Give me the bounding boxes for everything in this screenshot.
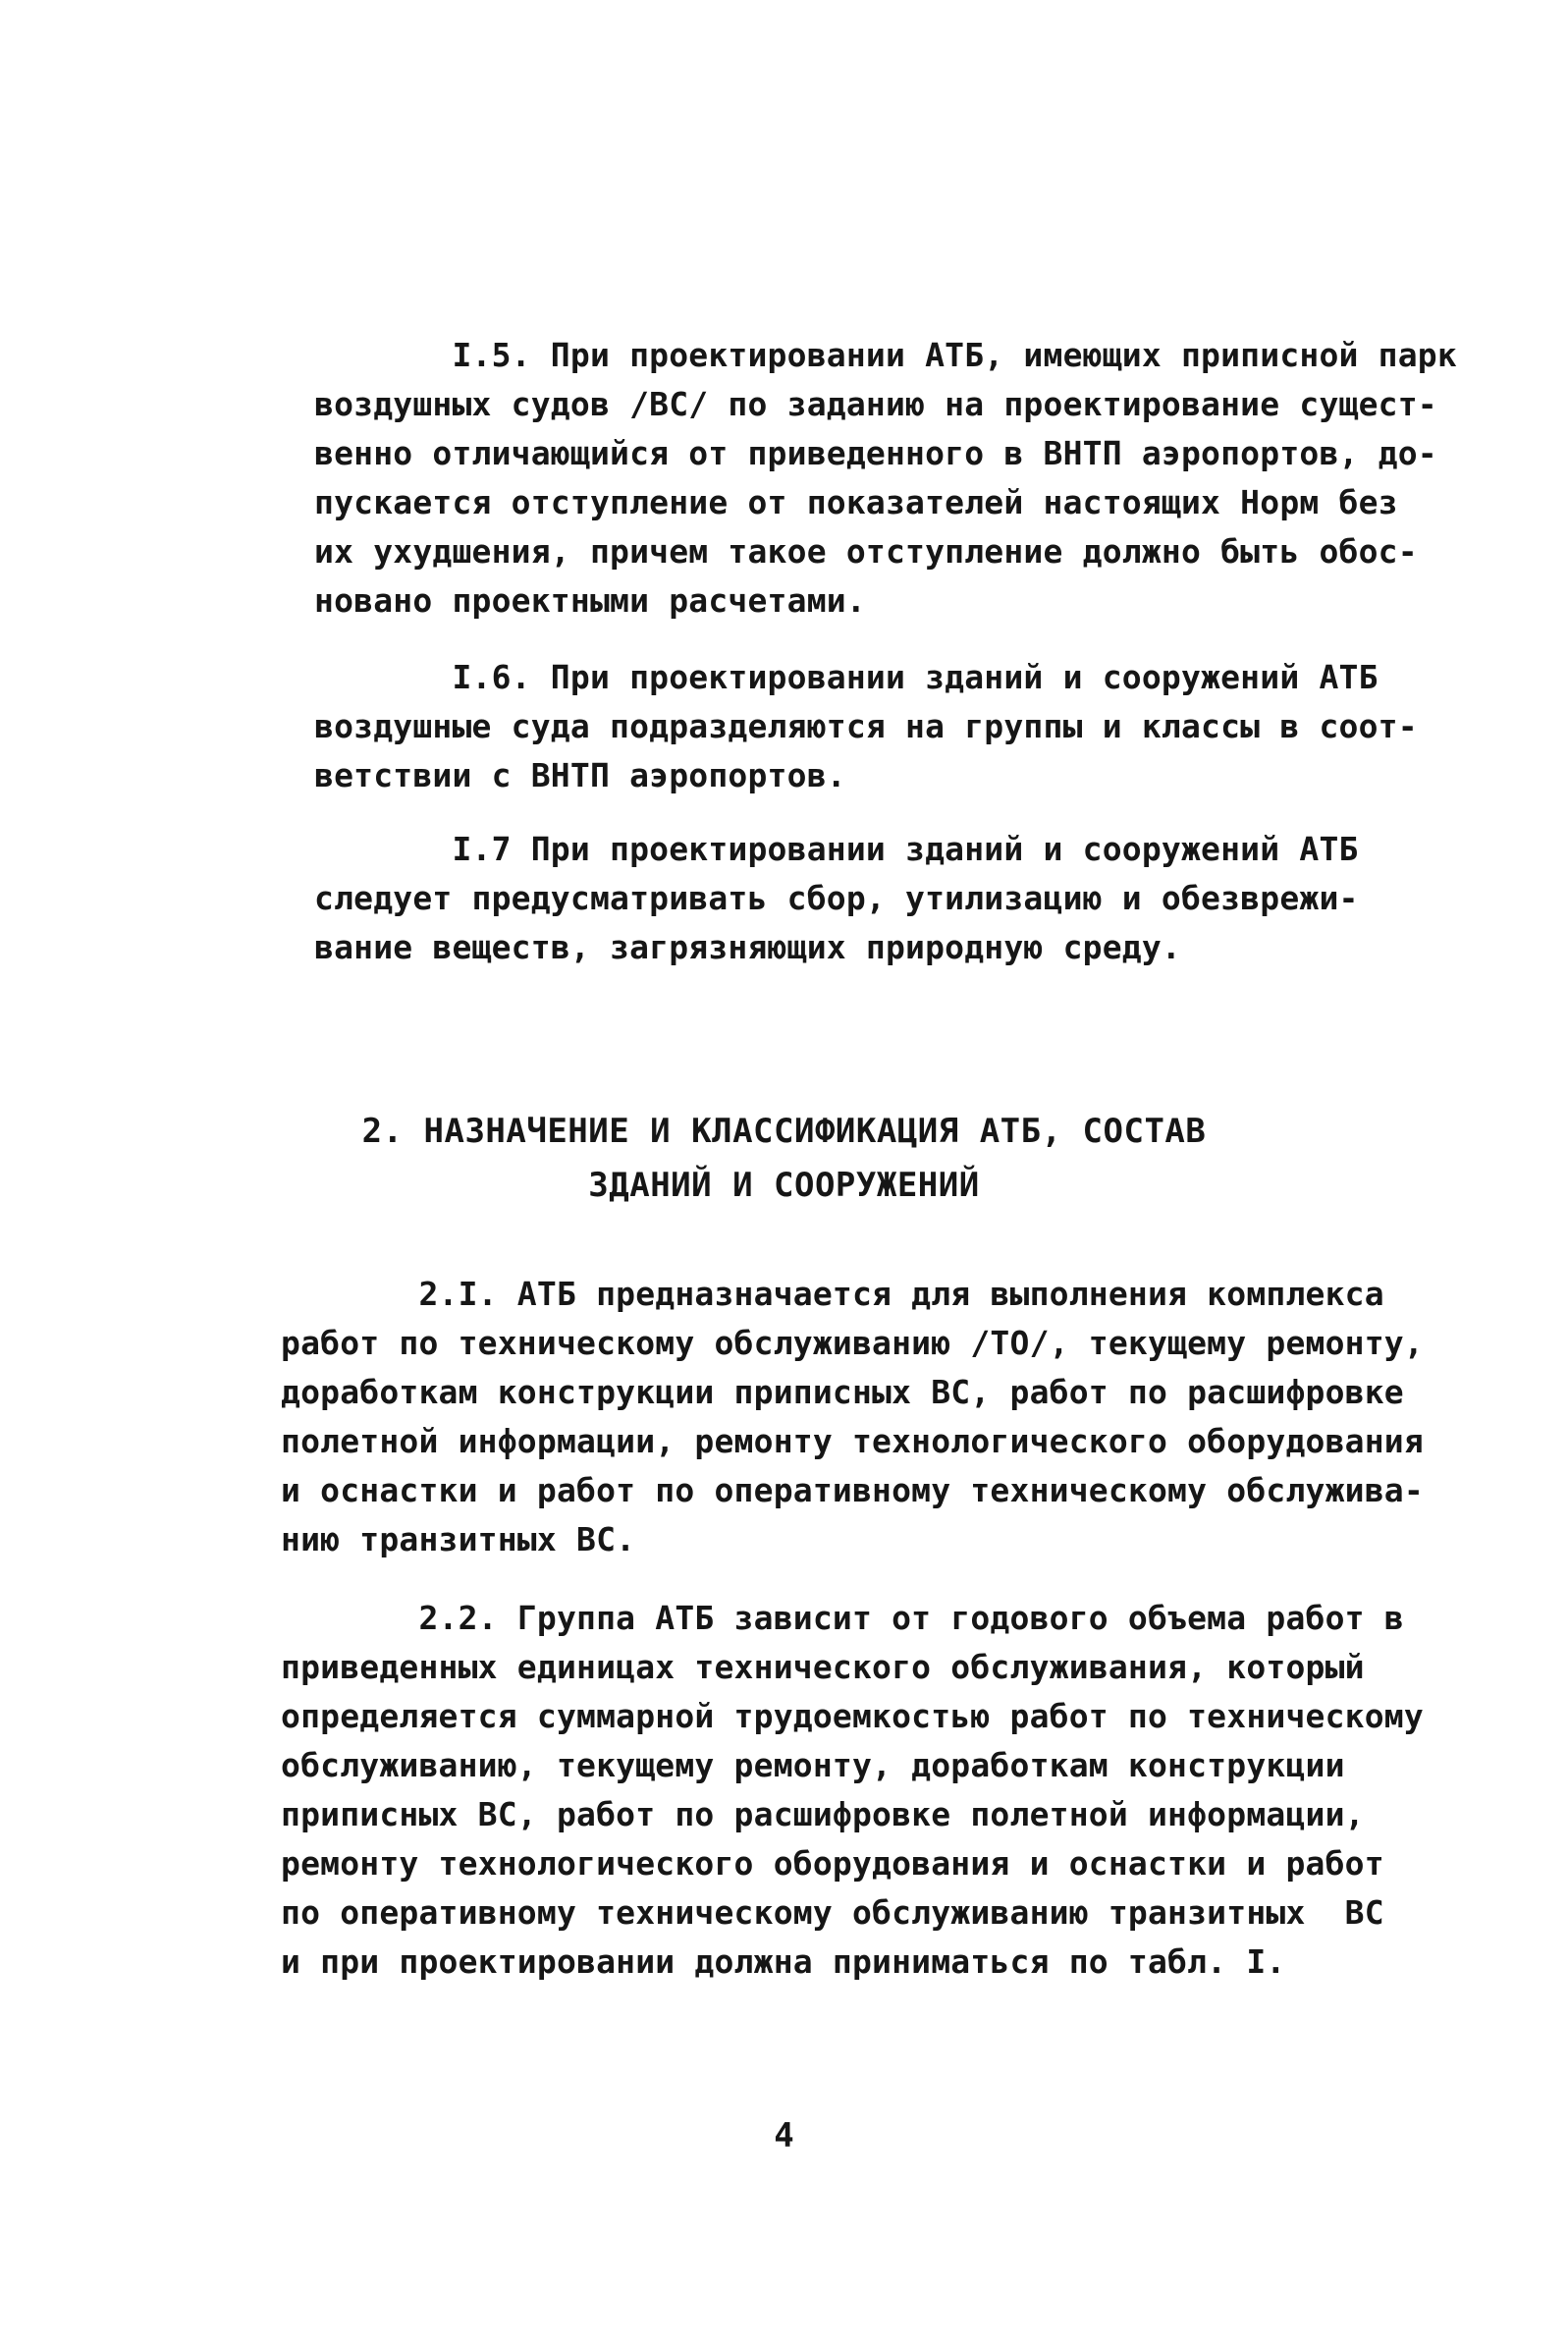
- paragraph-1-7: [314, 825, 1483, 972]
- text-line: приписных ВС, работ по расшифровке полетной информации,: [281, 1795, 1365, 1833]
- text-line: определяется суммарной трудоемкостью работ по техническому: [281, 1697, 1424, 1735]
- paragraph-1-6: [314, 653, 1483, 800]
- text-line: вание веществ, загрязняющих природную среду.: [314, 928, 1181, 966]
- text-line: обслуживанию, текущему ремонту, доработкам конструкции: [281, 1746, 1345, 1784]
- text-line: по оперативному техническому обслуживанию транзитных ВС: [281, 1893, 1384, 1932]
- heading-line: 2. НАЗНАЧЕНИЕ И КЛАССИФИКАЦИЯ АТБ, СОСТАВ: [361, 1112, 1207, 1151]
- section-2-heading: [0, 1105, 1568, 1213]
- text-line: венно отличающийся от приведенного в ВНТП аэропортов, до-: [314, 434, 1437, 472]
- text-line: I.7 При проектировании зданий и сооружений АТБ: [314, 830, 1359, 868]
- text-line: ремонту технологического оборудования и оснастки и работ: [281, 1844, 1384, 1883]
- paragraph-1-5: [314, 331, 1483, 626]
- text-line: и при проектировании должна приниматься по табл. I.: [281, 1942, 1286, 1981]
- text-line: доработкам конструкции приписных ВС, работ по расшифровке: [281, 1373, 1404, 1411]
- text-line: пускается отступление от показателей настоящих Норм без: [314, 483, 1398, 521]
- text-line: их ухудшения, причем такое отступление должно быть обос-: [314, 532, 1418, 571]
- text-line: ветствии с ВНТП аэропортов.: [314, 756, 846, 794]
- text-line: воздушных судов /ВС/ по заданию на проектирование сущест-: [314, 385, 1437, 423]
- text-line: нию транзитных ВС.: [281, 1520, 636, 1558]
- text-line: работ по техническому обслуживанию /ТО/, текущему ремонту,: [281, 1324, 1424, 1362]
- text-line: и оснастки и работ по оперативному техническому обслужива-: [281, 1471, 1424, 1509]
- text-line: I.5. При проектировании АТБ, имеющих приписной парк: [314, 336, 1457, 374]
- text-line: полетной информации, ремонту технологического оборудования: [281, 1422, 1424, 1460]
- text-line: приведенных единицах технического обслуживания, который: [281, 1648, 1365, 1686]
- text-line: 2.I. АТБ предназначается для выполнения комплекса: [281, 1275, 1384, 1313]
- text-line: I.6. При проектировании зданий и сооружений АТБ: [314, 658, 1379, 696]
- heading-line: ЗДАНИЙ И СООРУЖЕНИЙ: [588, 1166, 980, 1205]
- page-number: 4: [774, 2116, 794, 2156]
- text-line: воздушные суда подразделяются на группы и классы в соот-: [314, 707, 1418, 745]
- paragraph-2-2: [281, 1594, 1449, 1987]
- text-line: следует предусматривать сбор, утилизацию и обезврежи-: [314, 879, 1359, 917]
- paragraph-2-1: [281, 1270, 1449, 1564]
- text-line: новано проектными расчетами.: [314, 581, 866, 620]
- text-line: 2.2. Группа АТБ зависит от годового объема работ в: [281, 1599, 1404, 1637]
